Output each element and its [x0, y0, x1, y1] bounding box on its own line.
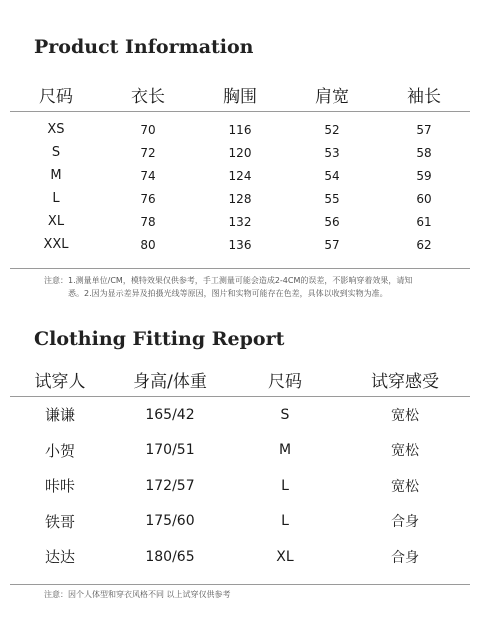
table-row: [10, 164, 470, 187]
length-cell: 80: [140, 237, 156, 252]
size-cell: XL: [276, 548, 294, 565]
table-row: [10, 141, 470, 164]
shoulder-cell: 56: [324, 214, 340, 229]
size-header-cell: 衣长: [131, 86, 165, 107]
length-cell: 74: [140, 168, 156, 183]
size-cell: XL: [47, 214, 65, 229]
table-row: [10, 233, 470, 256]
sleeve-cell: 58: [416, 145, 432, 160]
size-header-cell: 袖长: [407, 86, 441, 107]
size-cell: M: [278, 442, 292, 459]
chest-cell: 124: [228, 168, 252, 183]
size-header-cell: 肩宽: [315, 86, 349, 107]
shoulder-cell: 55: [324, 191, 340, 206]
size-header-cell: 尺码: [39, 86, 73, 107]
tester-cell: 小贺: [44, 441, 75, 460]
fitting-table: [10, 361, 470, 575]
tester-cell: 咔咔: [44, 477, 75, 496]
shoulder-cell: 53: [324, 145, 340, 160]
fitting-header-cell: 试穿人: [34, 371, 86, 392]
chest-cell: 132: [228, 214, 252, 229]
note-line: 悉。2.因为显示差异及拍摄光线等原因，图片和实物可能存在色差，具体以收到实物为准。: [68, 289, 388, 298]
size-table: [10, 74, 470, 256]
feel-cell: 合身: [391, 549, 419, 566]
fitting-table-header: [10, 361, 470, 397]
product-info-note: [44, 274, 444, 300]
table-row: [10, 433, 470, 469]
size-cell: L: [281, 477, 289, 494]
size-table-header: [10, 74, 470, 114]
size-header-cell: 胸围: [223, 86, 257, 107]
fitting-report-bottom-rule: [10, 584, 470, 585]
sleeve-cell: 61: [416, 214, 432, 229]
size-cell: S: [280, 406, 290, 423]
length-cell: 72: [140, 145, 156, 160]
fitting-report-note: 注意：因个人体型和穿衣风格不同 以上试穿仅供参考: [44, 590, 231, 599]
table-row: [10, 210, 470, 233]
size-cell: XXL: [43, 237, 69, 252]
table-row: [10, 187, 470, 210]
table-row: [10, 118, 470, 141]
table-row: [10, 504, 470, 540]
length-cell: 70: [140, 122, 156, 137]
size-cell: S: [51, 145, 61, 160]
table-row: [10, 539, 470, 575]
sleeve-cell: 59: [416, 168, 432, 183]
tester-cell: 达达: [44, 548, 75, 567]
note-line: 注意：1.测量单位/CM，模特效果仅供参考，手工测量可能会造成2-4CM的误差，不影响穿着效果，请知: [44, 276, 413, 285]
table-row: [10, 468, 470, 504]
sleeve-cell: 62: [416, 237, 432, 252]
fitting-header-cell: 身高/体重: [133, 371, 207, 392]
shoulder-cell: 52: [324, 122, 340, 137]
height-weight-cell: 175/60: [145, 513, 195, 530]
sleeve-cell: 57: [416, 122, 432, 137]
size-cell: L: [52, 191, 60, 206]
feel-cell: 合身: [391, 514, 419, 531]
product-info-title: Product Information: [34, 36, 254, 58]
size-cell: L: [281, 513, 289, 530]
length-cell: 78: [140, 214, 156, 229]
chest-cell: 128: [228, 191, 252, 206]
height-weight-cell: 172/57: [145, 477, 195, 494]
shoulder-cell: 54: [324, 168, 340, 183]
height-weight-cell: 180/65: [145, 548, 195, 565]
fitting-header-cell: 试穿感受: [371, 371, 439, 392]
tester-cell: 铁哥: [44, 512, 75, 531]
product-info-bottom-rule: [10, 268, 470, 269]
length-cell: 76: [140, 191, 156, 206]
chest-cell: 136: [228, 237, 252, 252]
height-weight-cell: 170/51: [145, 442, 195, 459]
height-weight-cell: 165/42: [145, 406, 195, 423]
table-row: [10, 397, 470, 433]
size-cell: M: [50, 168, 62, 183]
feel-cell: 宽松: [391, 443, 419, 460]
fitting-report-title: Clothing Fitting Report: [34, 328, 285, 350]
fitting-header-cell: 尺码: [268, 371, 302, 392]
feel-cell: 宽松: [391, 407, 419, 424]
chest-cell: 120: [228, 145, 252, 160]
shoulder-cell: 57: [324, 237, 340, 252]
chest-cell: 116: [228, 122, 252, 137]
feel-cell: 宽松: [391, 478, 419, 495]
tester-cell: 谦谦: [44, 406, 75, 425]
sleeve-cell: 60: [416, 191, 432, 206]
size-cell: XS: [47, 122, 65, 137]
